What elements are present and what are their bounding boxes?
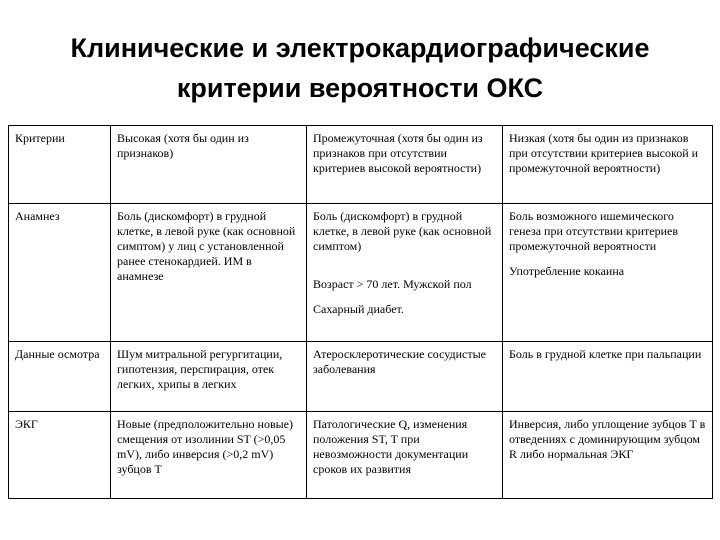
anamnesis-high-cell: Боль (дискомфорт) в грудной клетке, в левой руке (как основной симптом) у лиц с установленной ранее стенокардией. ИМ в анамнезе — [111, 204, 307, 342]
row-label-anamnesis: Анамнез — [9, 204, 111, 342]
title-line-2: критерии вероятности ОКС — [176, 73, 544, 103]
table-header-row — [9, 126, 713, 204]
header-cell-high: Высокая (хотя бы один из признаков) — [111, 126, 307, 204]
ecg-intermediate-cell: Патологические Q, изменения положения ST, T при невозможности документации сроков их развития — [307, 412, 503, 499]
ecg-low-cell: Инверсия, либо уплощение зубцов T в отведениях с доминирующим зубцом R либо нормальная ЭКГ — [503, 412, 713, 499]
exam-low-cell: Боль в грудной клетке при пальпации — [503, 342, 713, 412]
header-cell-intermediate: Промежуточная (хотя бы один из признаков при отсутствии критериев высокой вероятности) — [307, 126, 503, 204]
anamnesis-intermediate-pain: Боль (дискомфорт) в грудной клетке, в левой руке (как основной симптом) — [313, 209, 492, 253]
table-row-ecg — [9, 412, 713, 499]
anamnesis-low-cocaine: Употребление кокаина — [509, 264, 625, 278]
table-row-exam — [9, 342, 713, 412]
title-line-1: Клинические и электрокардиографические — [70, 33, 650, 63]
criteria-table — [8, 125, 713, 499]
anamnesis-low-pain: Боль возможного ишемического генеза при отсутствии критериев промежуточной вероятности — [509, 209, 679, 253]
header-cell-low: Низкая (хотя бы один из признаков при отсутствии критериев высокой и промежуточной вероятности) — [503, 126, 713, 204]
page-title — [0, 28, 720, 108]
row-label-ecg: ЭКГ — [9, 412, 111, 499]
header-cell-criteria: Критерии — [9, 126, 111, 204]
anamnesis-intermediate-age: Возраст > 70 лет. Мужской пол — [313, 277, 472, 291]
anamnesis-intermediate-diabetes: Сахарный диабет. — [313, 302, 404, 316]
anamnesis-intermediate-cell — [307, 204, 503, 342]
exam-high-cell: Шум митральной регургитации, гипотензия, перспирация, отек легких, хрипы в легких — [111, 342, 307, 412]
ecg-high-cell: Новые (предположительно новые) смещения от изолинии ST (>0,05 mV), либо инверсия (>0,2 mV) зубцов T — [111, 412, 307, 499]
row-label-exam: Данные осмотра — [9, 342, 111, 412]
table-row-anamnesis — [9, 204, 713, 342]
anamnesis-low-cell — [503, 204, 713, 342]
exam-intermediate-cell: Атеросклеротические сосудистые заболевания — [307, 342, 503, 412]
